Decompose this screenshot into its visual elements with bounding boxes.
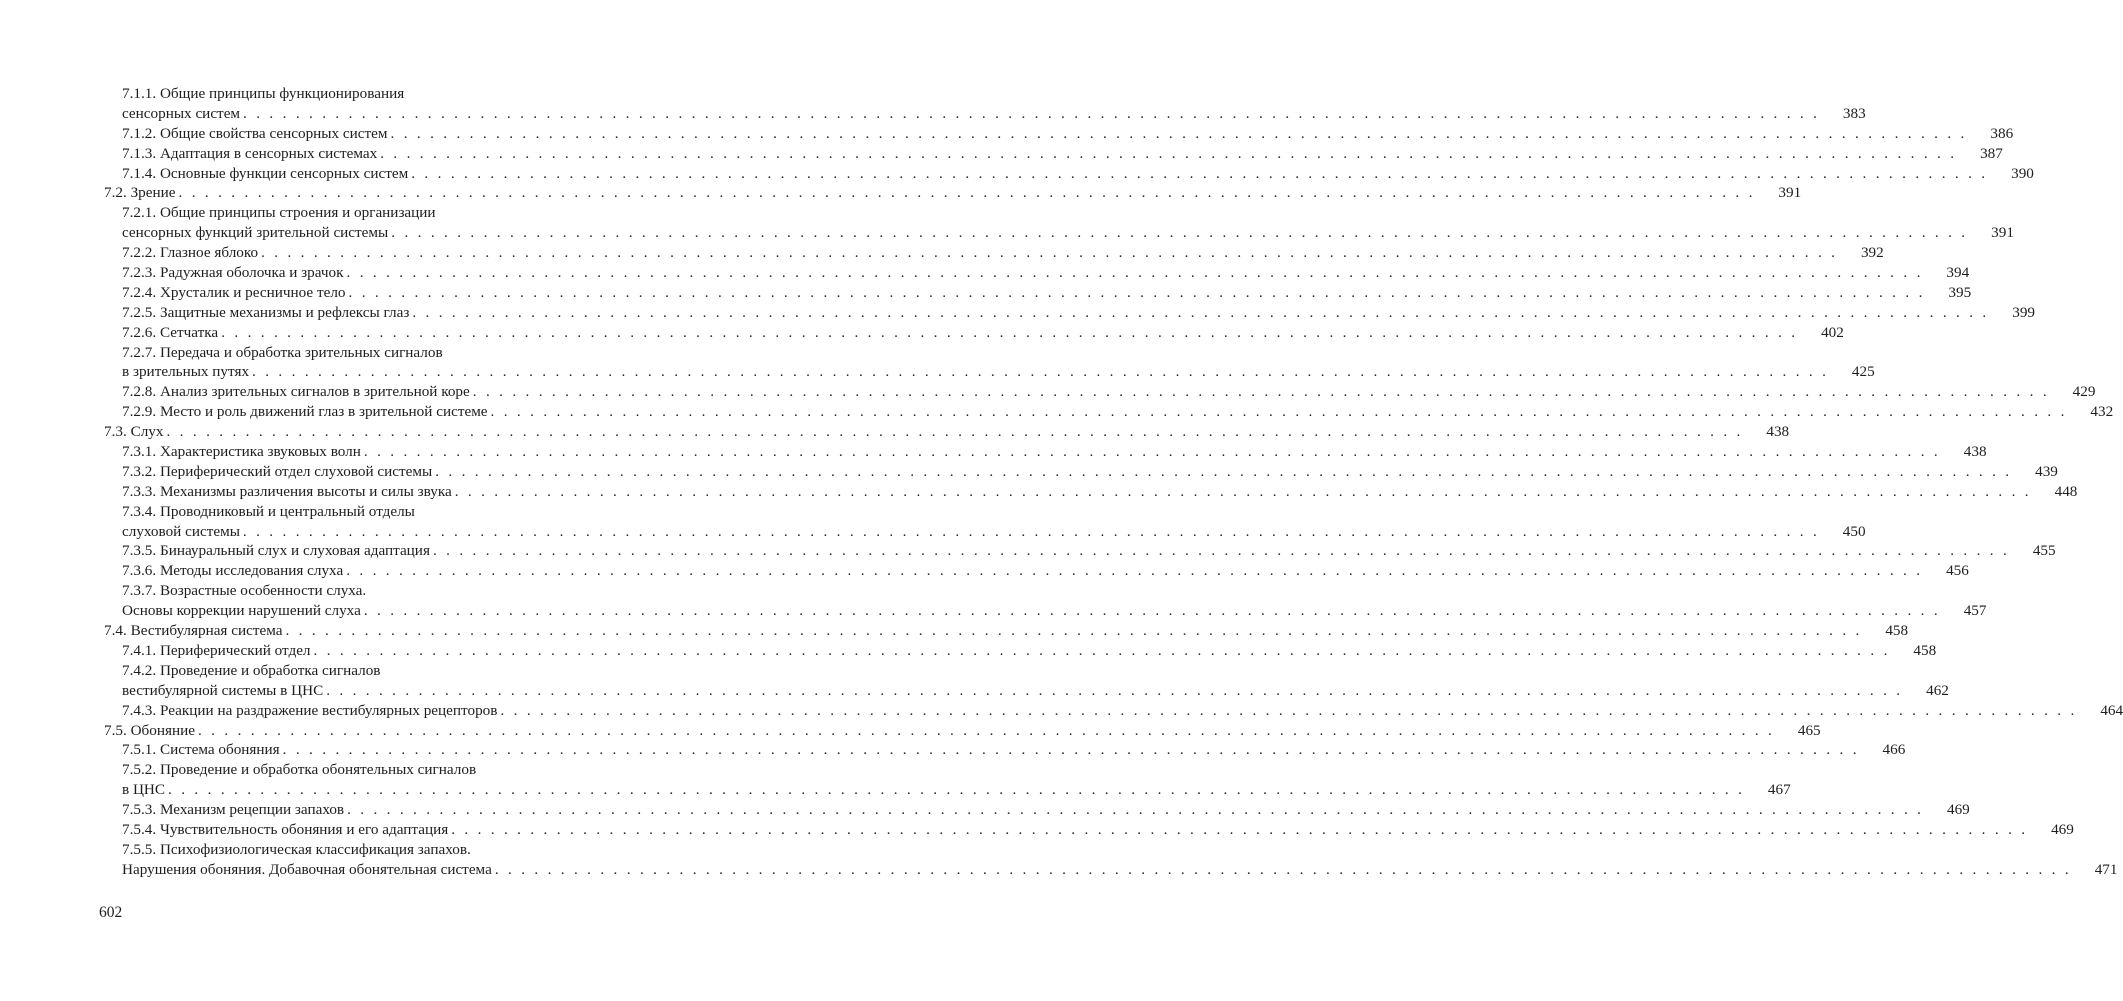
toc-entry-title: вестибулярной системы в ЦНС <box>122 681 324 699</box>
dot-leader: . . . . . . . . . . . . . . . . . . . . . . . . . . . . . . . . . . . . . . . . . . . . . . . . . . . . . . . . . . . . . . . . . . . . . . . . . . . . . . . . . . . . . . . . . . . . . . . . . . . . . . . . . . . . . . . . . . . . . . . . <box>221 323 1798 341</box>
dot-leader: . . . . . . . . . . . . . . . . . . . . . . . . . . . . . . . . . . . . . . . . . . . . . . . . . . . . . . . . . . . . . . . . . . . . . . . . . . . . . . . . . . . . . . . . . . . . . . . . . . . . . . . . . . . . . . . . . . . . . . . . <box>168 781 1745 799</box>
dot-leader: . . . . . . . . . . . . . . . . . . . . . . . . . . . . . . . . . . . . . . . . . . . . . . . . . . . . . . . . . . . . . . . . . . . . . . . . . . . . . . . . . . . . . . . . . . . . . . . . . . . . . . . . . . . . . . . . . . . . . . . . <box>451 820 2028 838</box>
toc-entry-page: 456 <box>1946 562 1969 580</box>
toc-entry-page: 429 <box>2072 383 2096 401</box>
toc-entry <box>0 462 2058 482</box>
toc-entry-page: 394 <box>1946 264 1970 282</box>
toc-entry-title: 7.3.1. Характеристика звуковых волн <box>122 443 361 461</box>
toc-entry-title: 7.2.8. Анализ зрительных сигналов в зрительной коре <box>122 383 470 401</box>
toc-entry-page: 469 <box>2051 820 2074 838</box>
toc-entry <box>0 442 1987 462</box>
toc-entry-page: 386 <box>1990 124 2014 142</box>
dot-leader: . . . . . . . . . . . . . . . . . . . . . . . . . . . . . . . . . . . . . . . . . . . . . . . . . . . . . . . . . . . . . . . . . . . . . . . . . . . . . . . . . . . . . . . . . . . . . . . . . . . . . . . . . . . . . . . . . . . . . . . . <box>363 602 1941 620</box>
toc-entry-title: 7.4.3. Реакции на раздражение вестибулярных рецепторов <box>122 701 498 719</box>
toc-entry-page: 438 <box>1766 423 1790 441</box>
toc-entry-page: 402 <box>1821 323 1844 341</box>
toc-entry-page: 387 <box>1980 144 2003 162</box>
dot-leader: . . . . . . . . . . . . . . . . . . . . . . . . . . . . . . . . . . . . . . . . . . . . . . . . . . . . . . . . . . . . . . . . . . . . . . . . . . . . . . . . . . . . . . . . . . . . . . . . . . . . . . . . . . . . . . . . . . . . . . . . <box>197 721 1775 739</box>
toc-entry-title: 7.2.2. Глазное яблоко <box>122 244 259 262</box>
dot-leader: . . . . . . . . . . . . . . . . . . . . . . . . . . . . . . . . . . . . . . . . . . . . . . . . . . . . . . . . . . . . . . . . . . . . . . . . . . . . . . . . . . . . . . . . . . . . . . . . . . . . . . . . . . . . . . . . . . . . . . . . <box>494 860 2072 878</box>
toc-entry-title: в зрительных путях <box>122 363 250 381</box>
toc-heading-line: 7.3.4. Проводниковый и центральный отделы <box>122 502 415 520</box>
toc-entry-page: 462 <box>1926 681 1949 699</box>
toc-entry-title: 7.1.4. Основные функции сенсорных систем <box>122 164 409 182</box>
dot-leader: . . . . . . . . . . . . . . . . . . . . . . . . . . . . . . . . . . . . . . . . . . . . . . . . . . . . . . . . . . . . . . . . . . . . . . . . . . . . . . . . . . . . . . . . . . . . . . . . . . . . . . . . . . . . . . . . . . . . . . . . <box>380 144 1957 162</box>
toc-entry-title: 7.3.5. Бинауральный слух и слуховая адаптация <box>122 542 430 560</box>
toc-entry-page: 432 <box>2090 403 2114 421</box>
toc-entry-page: 455 <box>2032 542 2056 560</box>
toc-entry-page: 391 <box>1778 184 1802 202</box>
toc-entry <box>0 263 1970 283</box>
toc-entry-title: 7.3.6. Методы исследования слуха <box>122 562 344 580</box>
toc-entry <box>0 820 2074 840</box>
dot-leader: . . . . . . . . . . . . . . . . . . . . . . . . . . . . . . . . . . . . . . . . . . . . . . . . . . . . . . . . . . . . . . . . . . . . . . . . . . . . . . . . . . . . . . . . . . . . . . . . . . . . . . . . . . . . . . . . . . . . . . . . <box>411 164 1988 182</box>
toc-entry <box>0 223 2014 243</box>
toc-entry-title: сенсорных функций зрительной системы <box>122 224 389 242</box>
dot-leader: . . . . . . . . . . . . . . . . . . . . . . . . . . . . . . . . . . . . . . . . . . . . . . . . . . . . . . . . . . . . . . . . . . . . . . . . . . . . . . . . . . . . . . . . . . . . . . . . . . . . . . . . . . . . . . . . . . . . . . . . <box>261 244 1838 262</box>
toc-entry <box>0 641 1937 661</box>
dot-leader: . . . . . . . . . . . . . . . . . . . . . . . . . . . . . . . . . . . . . . . . . . . . . . . . . . . . . . . . . . . . . . . . . . . . . . . . . . . . . . . . . . . . . . . . . . . . . . . . . . . . . . . . . . . . . . . . . . . . . . . . <box>490 403 2068 421</box>
toc-entry-page: 471 <box>2094 860 2118 878</box>
toc-entry-page: 448 <box>2054 482 2078 500</box>
toc-heading-line: 7.2.1. Общие принципы строения и организации <box>122 204 436 222</box>
toc-heading-line: 7.5.5. Психофизиологическая классификация запахов. <box>122 840 471 858</box>
toc-entry <box>0 144 2003 164</box>
toc-entry <box>0 860 2118 880</box>
toc-entry <box>0 303 2035 323</box>
toc-heading-line: 7.1.1. Общие принципы функционирования <box>122 85 405 102</box>
toc-entry-title: 7.5.1. Система обоняния <box>122 741 280 759</box>
toc-entry <box>0 323 1844 343</box>
toc-entry-title: Нарушения обоняния. Добавочная обонятельная система <box>122 860 492 878</box>
toc-entry <box>0 780 1791 800</box>
toc-entry <box>0 621 1909 641</box>
toc-entry-title: 7.2. Зрение <box>104 184 176 202</box>
toc-entry <box>0 482 2078 502</box>
toc-entry-title: 7.1.2. Общие свойства сенсорных систем <box>122 124 388 142</box>
toc-entry-title: 7.1.3. Адаптация в сенсорных системах <box>122 144 378 162</box>
toc-entry-title: 7.3.3. Механизмы различения высоты и силы звука <box>122 482 452 500</box>
dot-leader: . . . . . . . . . . . . . . . . . . . . . . . . . . . . . . . . . . . . . . . . . . . . . . . . . . . . . . . . . . . . . . . . . . . . . . . . . . . . . . . . . . . . . . . . . . . . . . . . . . . . . . . . . . . . . . . . . . . . . . . . <box>454 482 2032 500</box>
toc-heading-line: 7.2.7. Передача и обработка зрительных сигналов <box>122 343 443 361</box>
dot-leader: . . . . . . . . . . . . . . . . . . . . . . . . . . . . . . . . . . . . . . . . . . . . . . . . . . . . . . . . . . . . . . . . . . . . . . . . . . . . . . . . . . . . . . . . . . . . . . . . . . . . . . . . . . . . . . . . . . . . . . . . <box>500 701 2078 719</box>
toc-entry-title: 7.2.6. Сетчатка <box>122 323 219 341</box>
toc-entry-title: 7.3.2. Периферический отдел слуховой системы <box>122 462 433 480</box>
toc-entry-title: 7.2.4. Хрусталик и ресничное тело <box>122 283 346 301</box>
toc-entry-page: 399 <box>2012 303 2035 321</box>
dot-leader: . . . . . . . . . . . . . . . . . . . . . . . . . . . . . . . . . . . . . . . . . . . . . . . . . . . . . . . . . . . . . . . . . . . . . . . . . . . . . . . . . . . . . . . . . . . . . . . . . . . . . . . . . . . . . . . . . . . . . . . . <box>243 104 1820 122</box>
toc-entry-page: 383 <box>1842 104 1866 122</box>
toc-entry <box>0 541 2056 561</box>
toc-entry <box>0 522 1866 542</box>
toc-entry <box>0 124 2014 144</box>
dot-leader: . . . . . . . . . . . . . . . . . . . . . . . . . . . . . . . . . . . . . . . . . . . . . . . . . . . . . . . . . . . . . . . . . . . . . . . . . . . . . . . . . . . . . . . . . . . . . . . . . . . . . . . . . . . . . . . . . . . . . . . . <box>412 303 1989 321</box>
toc-entry <box>0 104 1866 124</box>
dot-leader: . . . . . . . . . . . . . . . . . . . . . . . . . . . . . . . . . . . . . . . . . . . . . . . . . . . . . . . . . . . . . . . . . . . . . . . . . . . . . . . . . . . . . . . . . . . . . . . . . . . . . . . . . . . . . . . . . . . . . . . . <box>313 641 1891 659</box>
toc-entry-title: Основы коррекции нарушений слуха <box>122 602 361 620</box>
dot-leader: . . . . . . . . . . . . . . . . . . . . . . . . . . . . . . . . . . . . . . . . . . . . . . . . . . . . . . . . . . . . . . . . . . . . . . . . . . . . . . . . . . . . . . . . . . . . . . . . . . . . . . . . . . . . . . . . . . . . . . . . <box>347 801 1924 819</box>
toc-heading-line: 7.3.7. Возрастные особенности слуха. <box>122 582 367 600</box>
toc-entry-title: в ЦНС <box>122 781 166 799</box>
toc-entry-title: 7.2.3. Радужная оболочка и зрачок <box>122 264 344 282</box>
toc-entry-page: 458 <box>1885 622 1909 640</box>
dot-leader: . . . . . . . . . . . . . . . . . . . . . . . . . . . . . . . . . . . . . . . . . . . . . . . . . . . . . . . . . . . . . . . . . . . . . . . . . . . . . . . . . . . . . . . . . . . . . . . . . . . . . . . . . . . . . . . . . . . . . . . . <box>435 462 2012 480</box>
toc-entry-page: 395 <box>1948 283 1972 301</box>
dot-leader: . . . . . . . . . . . . . . . . . . . . . . . . . . . . . . . . . . . . . . . . . . . . . . . . . . . . . . . . . . . . . . . . . . . . . . . . . . . . . . . . . . . . . . . . . . . . . . . . . . . . . . . . . . . . . . . . . . . . . . . . <box>178 184 1756 202</box>
toc-entry <box>0 561 1969 581</box>
toc-entry-title: 7.5.4. Чувствительность обоняния и его адаптация <box>122 820 449 838</box>
dot-leader: . . . . . . . . . . . . . . . . . . . . . . . . . . . . . . . . . . . . . . . . . . . . . . . . . . . . . . . . . . . . . . . . . . . . . . . . . . . . . . . . . . . . . . . . . . . . . . . . . . . . . . . . . . . . . . . . . . . . . . . . <box>363 443 1941 461</box>
toc-entry <box>0 740 1906 760</box>
toc-entry-title: 7.3. Слух <box>104 423 164 441</box>
toc-entry-title: 7.5. Обоняние <box>104 721 195 739</box>
toc-entry-page: 391 <box>1991 224 2014 242</box>
toc-entry-page: 466 <box>1882 741 1906 759</box>
dot-leader: . . . . . . . . . . . . . . . . . . . . . . . . . . . . . . . . . . . . . . . . . . . . . . . . . . . . . . . . . . . . . . . . . . . . . . . . . . . . . . . . . . . . . . . . . . . . . . . . . . . . . . . . . . . . . . . . . . . . . . . . <box>166 423 1744 441</box>
dot-leader: . . . . . . . . . . . . . . . . . . . . . . . . . . . . . . . . . . . . . . . . . . . . . . . . . . . . . . . . . . . . . . . . . . . . . . . . . . . . . . . . . . . . . . . . . . . . . . . . . . . . . . . . . . . . . . . . . . . . . . . . <box>472 383 2050 401</box>
toc-entry <box>0 601 1987 621</box>
toc-entry-page: 469 <box>1946 801 1970 819</box>
toc-entry <box>0 243 1884 263</box>
table-of-contents <box>0 84 2123 880</box>
dot-leader: . . . . . . . . . . . . . . . . . . . . . . . . . . . . . . . . . . . . . . . . . . . . . . . . . . . . . . . . . . . . . . . . . . . . . . . . . . . . . . . . . . . . . . . . . . . . . . . . . . . . . . . . . . . . . . . . . . . . . . . . <box>348 283 1926 301</box>
dot-leader: . . . . . . . . . . . . . . . . . . . . . . . . . . . . . . . . . . . . . . . . . . . . . . . . . . . . . . . . . . . . . . . . . . . . . . . . . . . . . . . . . . . . . . . . . . . . . . . . . . . . . . . . . . . . . . . . . . . . . . . . <box>326 681 1903 699</box>
toc-entry <box>0 422 1790 442</box>
toc-entry <box>0 402 2114 422</box>
toc-entry-title: сенсорных систем <box>122 104 241 122</box>
page-number: 602 <box>99 904 123 921</box>
toc-entry-title: слуховой системы <box>122 522 240 540</box>
toc-entry <box>0 721 1821 741</box>
toc-entry-title: 7.2.5. Защитные механизмы и рефлексы глаз <box>122 303 410 321</box>
dot-leader: . . . . . . . . . . . . . . . . . . . . . . . . . . . . . . . . . . . . . . . . . . . . . . . . . . . . . . . . . . . . . . . . . . . . . . . . . . . . . . . . . . . . . . . . . . . . . . . . . . . . . . . . . . . . . . . . . . . . . . . . <box>242 522 1820 540</box>
toc-heading-line: 7.5.2. Проведение и обработка обонятельных сигналов <box>122 761 477 779</box>
toc-entry <box>0 164 2034 184</box>
toc-heading-line: 7.4.2. Проведение и обработка сигналов <box>122 661 381 679</box>
toc-entry-title: 7.4.1. Периферический отдел <box>122 641 311 659</box>
toc-entry-page: 458 <box>1913 641 1937 659</box>
toc-entry-page: 438 <box>1963 443 1987 461</box>
toc-entry-title: 7.4. Вестибулярная система <box>104 622 283 640</box>
dot-leader: . . . . . . . . . . . . . . . . . . . . . . . . . . . . . . . . . . . . . . . . . . . . . . . . . . . . . . . . . . . . . . . . . . . . . . . . . . . . . . . . . . . . . . . . . . . . . . . . . . . . . . . . . . . . . . . . . . . . . . . . <box>285 622 1863 640</box>
toc-entry <box>0 183 1802 203</box>
dot-leader: . . . . . . . . . . . . . . . . . . . . . . . . . . . . . . . . . . . . . . . . . . . . . . . . . . . . . . . . . . . . . . . . . . . . . . . . . . . . . . . . . . . . . . . . . . . . . . . . . . . . . . . . . . . . . . . . . . . . . . . . <box>252 363 1829 381</box>
toc-entry-page: 457 <box>1963 602 1987 620</box>
toc-entry-page: 439 <box>2035 462 2058 480</box>
dot-leader: . . . . . . . . . . . . . . . . . . . . . . . . . . . . . . . . . . . . . . . . . . . . . . . . . . . . . . . . . . . . . . . . . . . . . . . . . . . . . . . . . . . . . . . . . . . . . . . . . . . . . . . . . . . . . . . . . . . . . . . . <box>432 542 2010 560</box>
toc-entry-page: 450 <box>1842 522 1866 540</box>
dot-leader: . . . . . . . . . . . . . . . . . . . . . . . . . . . . . . . . . . . . . . . . . . . . . . . . . . . . . . . . . . . . . . . . . . . . . . . . . . . . . . . . . . . . . . . . . . . . . . . . . . . . . . . . . . . . . . . . . . . . . . . . <box>282 741 1860 759</box>
toc-entry-page: 464 <box>2100 701 2123 719</box>
dot-leader: . . . . . . . . . . . . . . . . . . . . . . . . . . . . . . . . . . . . . . . . . . . . . . . . . . . . . . . . . . . . . . . . . . . . . . . . . . . . . . . . . . . . . . . . . . . . . . . . . . . . . . . . . . . . . . . . . . . . . . . . <box>346 562 1923 580</box>
toc-entry <box>0 701 2123 721</box>
toc-entry-title: 7.2.9. Место и роль движений глаз в зрительной системе <box>122 403 488 421</box>
toc-entry-title: 7.5.3. Механизм рецепции запахов <box>122 801 345 819</box>
toc-entry-page: 465 <box>1797 721 1821 739</box>
toc-entry <box>0 283 1972 303</box>
dot-leader: . . . . . . . . . . . . . . . . . . . . . . . . . . . . . . . . . . . . . . . . . . . . . . . . . . . . . . . . . . . . . . . . . . . . . . . . . . . . . . . . . . . . . . . . . . . . . . . . . . . . . . . . . . . . . . . . . . . . . . . . <box>346 264 1924 282</box>
toc-entry-page: 425 <box>1851 363 1875 381</box>
toc-entry <box>0 382 2096 402</box>
toc-entry <box>0 362 1875 382</box>
toc-entry-page: 390 <box>2011 164 2034 182</box>
dot-leader: . . . . . . . . . . . . . . . . . . . . . . . . . . . . . . . . . . . . . . . . . . . . . . . . . . . . . . . . . . . . . . . . . . . . . . . . . . . . . . . . . . . . . . . . . . . . . . . . . . . . . . . . . . . . . . . . . . . . . . . . <box>390 124 1968 142</box>
toc-entry-page: 392 <box>1860 244 1884 262</box>
toc-entry-page: 467 <box>1767 781 1791 799</box>
toc-entry <box>0 681 1949 701</box>
dot-leader: . . . . . . . . . . . . . . . . . . . . . . . . . . . . . . . . . . . . . . . . . . . . . . . . . . . . . . . . . . . . . . . . . . . . . . . . . . . . . . . . . . . . . . . . . . . . . . . . . . . . . . . . . . . . . . . . . . . . . . . . <box>391 224 1968 242</box>
toc-entry <box>0 800 1970 820</box>
